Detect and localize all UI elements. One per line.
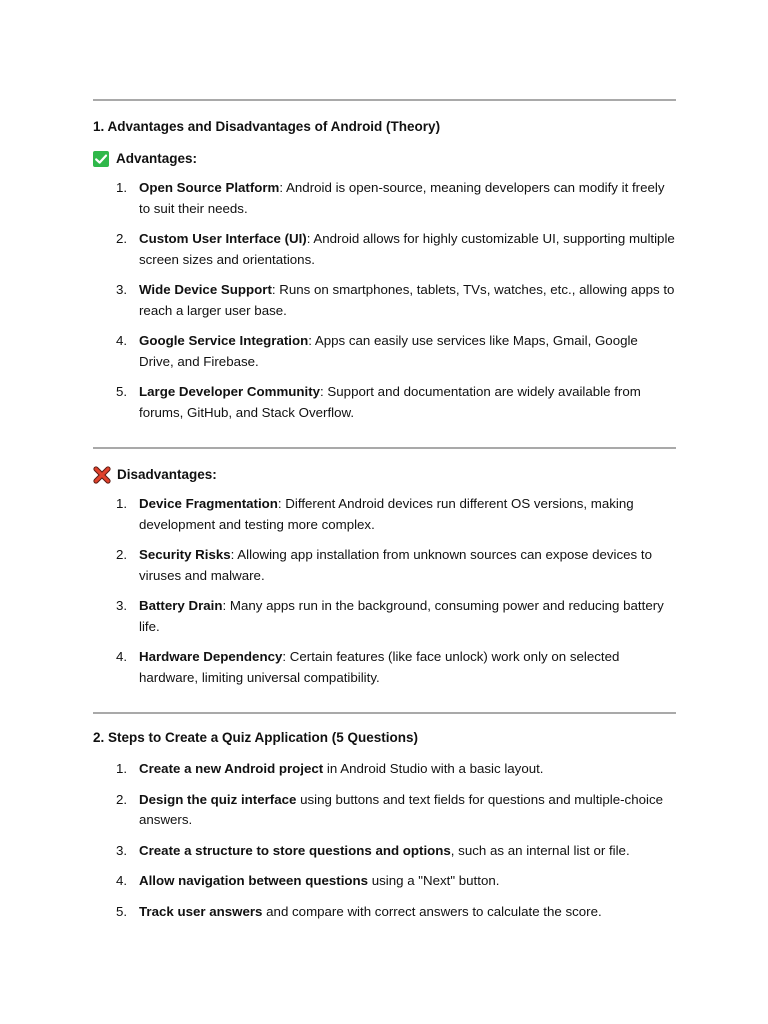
list-item-text: : Many apps run in the background, consuming power and reducing battery life. <box>139 598 664 634</box>
list-item-text: : Certain features (like face unlock) work only on selected hardware, limiting universal compatibility. <box>139 649 620 685</box>
list-item <box>93 229 676 270</box>
list-item-text: : Support and documentation are widely available from forums, GitHub, and Stack Overflow. <box>139 384 641 420</box>
list-item-text: : Apps can easily use services like Maps, Gmail, Google Drive, and Firebase. <box>139 333 638 369</box>
list-item <box>93 871 676 892</box>
disadvantages-heading <box>93 466 676 484</box>
list-item-text: : Runs on smartphones, tablets, TVs, watches, etc., allowing apps to reach a larger user base. <box>139 282 675 318</box>
list-item-text: : Allowing app installation from unknown sources can expose devices to viruses and malware. <box>139 547 652 583</box>
list-item-term: Security Risks <box>139 547 231 562</box>
list-item-text: using buttons and text fields for questions and multiple-choice answers. <box>139 791 663 827</box>
list-item-number: 2. <box>116 791 128 807</box>
list-item-text: and compare with correct answers to calculate the score. <box>262 903 602 919</box>
list-item-term: Create a structure to store questions and options <box>139 842 451 858</box>
list-item-number: 1. <box>116 496 128 511</box>
list-item-term: Track user answers <box>139 903 263 919</box>
list-item <box>93 545 676 586</box>
list-item-number: 4. <box>116 333 128 348</box>
list-item-text: : Android is open-source, meaning developers can modify it freely to suit their needs. <box>139 180 665 216</box>
list-item <box>93 596 676 637</box>
list-item-term: Wide Device Support <box>139 282 272 297</box>
list-item-text: : Android allows for highly customizable UI, supporting multiple screen sizes and orientations. <box>139 231 675 267</box>
advantages-list <box>93 178 676 423</box>
list-item-text: in Android Studio with a basic layout. <box>323 761 544 776</box>
list-item-text: , such as an internal list or file. <box>450 842 630 858</box>
list-item-number: 3. <box>116 598 128 613</box>
list-item <box>93 841 676 862</box>
list-item-term: Custom User Interface (UI) <box>139 231 307 246</box>
list-item <box>93 759 676 780</box>
list-item <box>93 382 676 423</box>
list-item-number: 5. <box>116 903 128 919</box>
section-2-title: 2. Steps to Create a Quiz Application (5 Questions) <box>93 730 419 745</box>
cross-icon <box>93 466 111 484</box>
list-item-number: 2. <box>116 231 128 246</box>
list-item-number: 3. <box>116 842 128 858</box>
list-item-number: 4. <box>116 873 128 888</box>
document-page <box>93 99 676 922</box>
check-icon <box>93 151 109 167</box>
list-item <box>93 902 676 923</box>
advantages-heading <box>93 150 676 168</box>
list-item-term: Create a new Android project <box>139 761 324 776</box>
list-item <box>93 178 676 219</box>
list-item <box>93 280 676 321</box>
disadvantages-list <box>93 494 676 688</box>
list-item-number: 5. <box>116 384 128 399</box>
disadvantages-heading-label: Disadvantages: <box>117 467 217 482</box>
list-item <box>93 494 676 535</box>
list-item-number: 4. <box>116 649 128 664</box>
list-item-text: : Different Android devices run different OS versions, making development and testing more complex. <box>139 496 634 532</box>
section-1-title: 1. Advantages and Disadvantages of Android (Theory) <box>93 119 441 134</box>
list-item-term: Device Fragmentation <box>139 496 278 511</box>
list-item <box>93 647 676 688</box>
list-item-number: 3. <box>116 282 128 297</box>
list-item-term: Open Source Platform <box>139 180 280 195</box>
advantages-heading-label: Advantages: <box>116 151 198 166</box>
list-item-term: Design the quiz interface <box>139 791 297 807</box>
list-item-text: using a "Next" button. <box>368 873 500 888</box>
list-item-number: 1. <box>116 761 128 776</box>
list-item-number: 1. <box>116 180 128 195</box>
list-item-term: Allow navigation between questions <box>139 873 369 888</box>
list-item <box>93 331 676 372</box>
list-item-term: Large Developer Community <box>139 384 321 399</box>
divider-top <box>93 99 676 101</box>
divider-middle <box>93 447 676 449</box>
list-item-term: Hardware Dependency <box>139 649 283 664</box>
list-item-term: Google Service Integration <box>139 333 309 348</box>
quiz-steps-list <box>93 759 676 922</box>
list-item-number: 2. <box>116 547 128 562</box>
list-item <box>93 790 676 831</box>
list-item-term: Battery Drain <box>139 598 223 613</box>
divider-bottom <box>93 712 676 714</box>
